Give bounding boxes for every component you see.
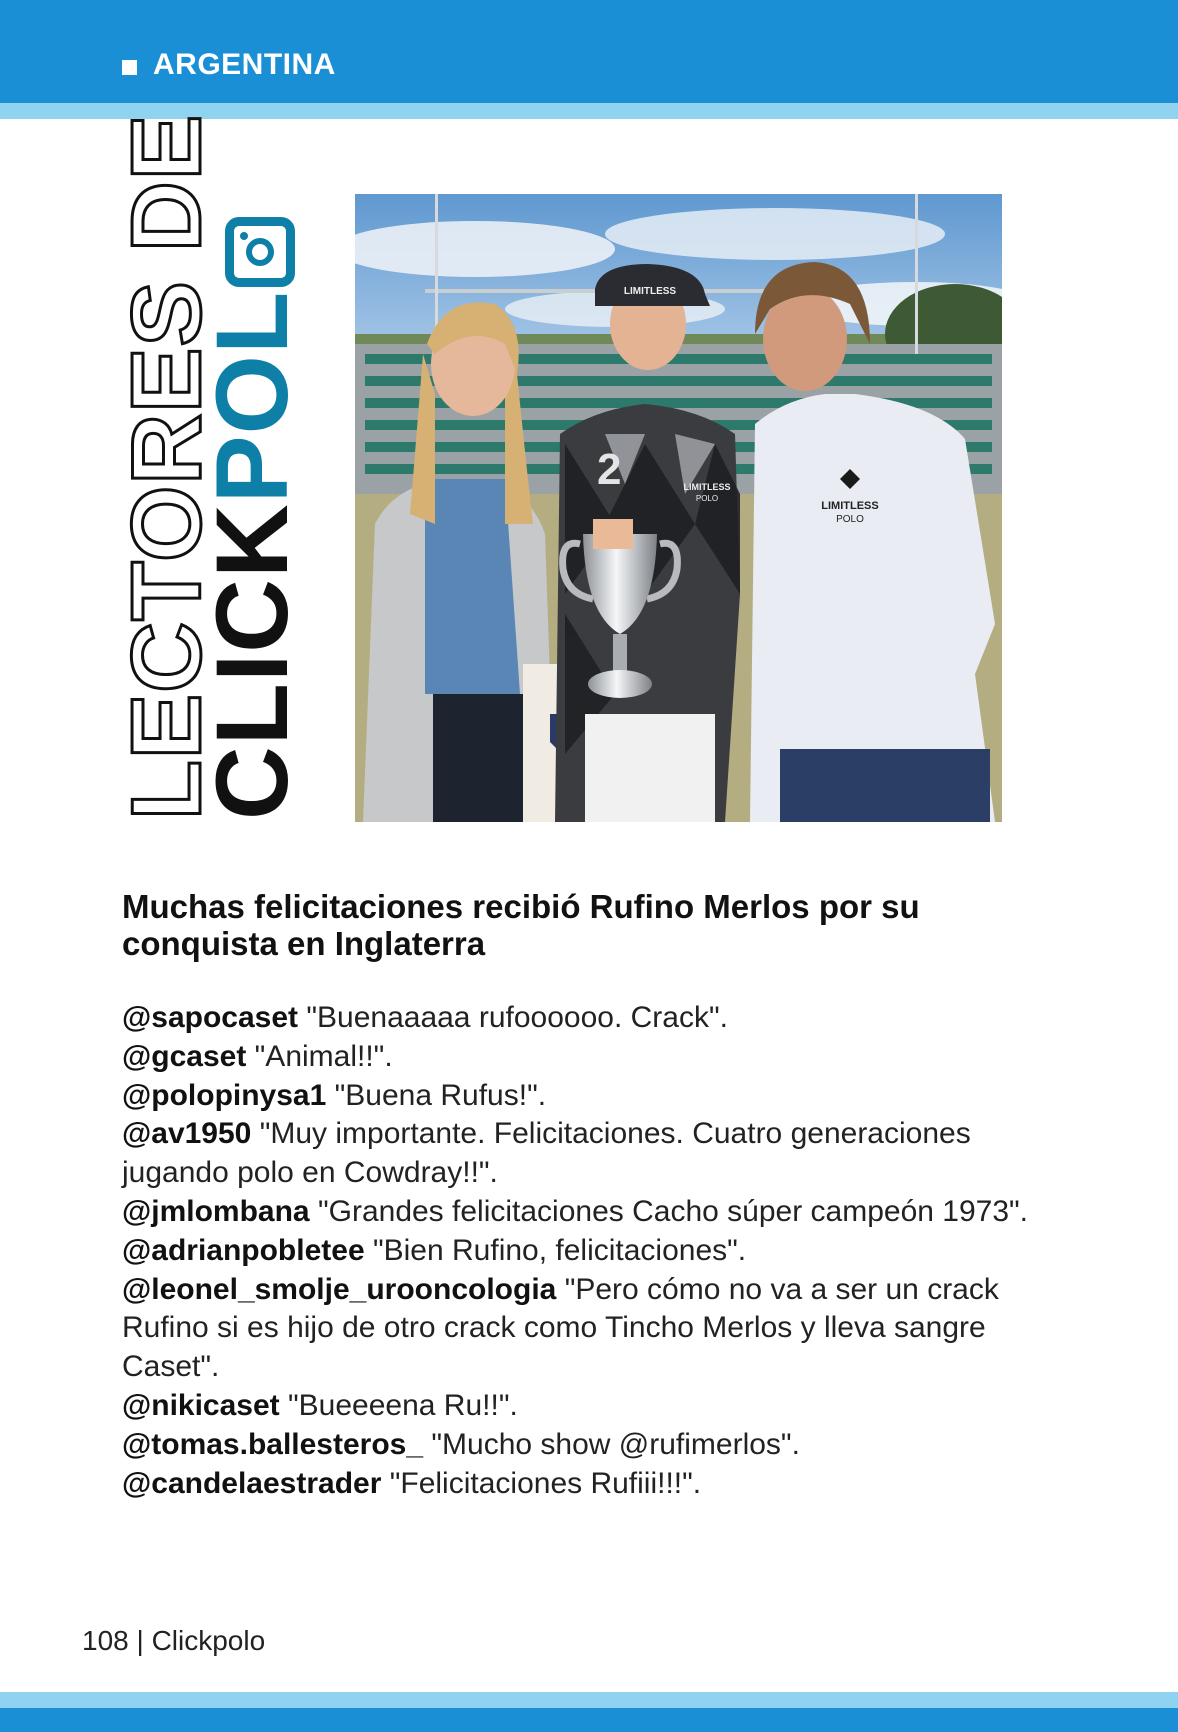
shirt-number: 2 [597,445,622,494]
comment-handle[interactable]: @adrianpobletee [122,1233,365,1267]
comment-text: "Felicitaciones Rufiii!!!". [389,1466,702,1500]
comment-item [122,1232,1082,1271]
comment-item [122,1271,1082,1387]
article-photo [355,194,1002,822]
brand-pol: POL [195,290,309,504]
footer-bar [0,1708,1178,1732]
footer-separator: | [136,1625,144,1656]
feature-title [111,113,309,820]
comment-item [122,1115,1082,1193]
sweater-brand-text: LIMITLESS [821,500,879,512]
comment-item [122,1077,1082,1116]
comment-item [122,1193,1082,1232]
comment-text: "Muy importante. Felicitaciones. Cuatro generaciones jugando polo en Cowdray!!". [122,1117,971,1190]
comment-item [122,1465,1082,1504]
comment-handle[interactable]: @polopinysa1 [122,1078,327,1112]
comment-text: "Buenaaaaa rufoooooo. Crack". [306,1001,728,1034]
comment-handle[interactable]: @sapocaset [122,1001,299,1034]
comment-text: "Mucho show @rufimerlos". [431,1427,800,1461]
page-footer [82,1625,265,1657]
comment-item [122,999,1082,1038]
comment-text: "Bueeeena Ru!!". [288,1388,518,1422]
comment-text: "Bien Rufino, felicitaciones". [372,1233,747,1267]
comment-text: "Animal!!". [254,1039,393,1073]
article-headline: Muchas felicitaciones recibió Rufino Merlos por su conquista en Inglaterra [122,888,920,962]
comments-list [122,999,1082,1503]
comment-item [122,1426,1082,1465]
comment-text: "Buena Rufus!". [334,1078,547,1112]
comment-handle[interactable]: @gcaset [122,1039,247,1073]
instagram-icon [225,217,295,287]
publication-name: Clickpolo [151,1625,266,1656]
cap-text: LIMITLESS [623,286,677,297]
comment-text: "Pero cómo no va a ser un crack Rufino si es hijo de otro crack como Tincho Merlos y lleva sangre Caset". [122,1272,999,1384]
comment-handle[interactable]: @jmlombana [122,1194,310,1228]
comment-handle[interactable]: @nikicaset [122,1388,280,1422]
section-bullet-icon [122,60,137,75]
comment-handle[interactable]: @av1950 [122,1117,252,1151]
comment-handle[interactable]: @tomas.ballesteros_ [122,1427,424,1461]
jersey-brand-text-2: POLO [695,494,719,503]
comment-handle[interactable]: @candelaestrader [122,1466,382,1500]
comment-item [122,1387,1082,1426]
comment-item [122,1038,1082,1077]
feature-title-line1: LECTORES DE [111,113,221,820]
jersey-brand-text: LIMITLESS [683,482,731,492]
footer-accent-stripe [0,1692,1178,1708]
brand-click: CLICK [195,503,309,820]
comment-text: "Grandes felicitaciones Cacho súper campeón 1973". [317,1194,1029,1228]
sweater-brand-text-2: POLO [836,514,864,525]
page-number: 108 [82,1625,129,1656]
section-label: ARGENTINA [153,48,336,81]
feature-title-brand [195,114,309,820]
comment-handle[interactable]: @leonel_smolje_urooncologia [122,1272,557,1306]
